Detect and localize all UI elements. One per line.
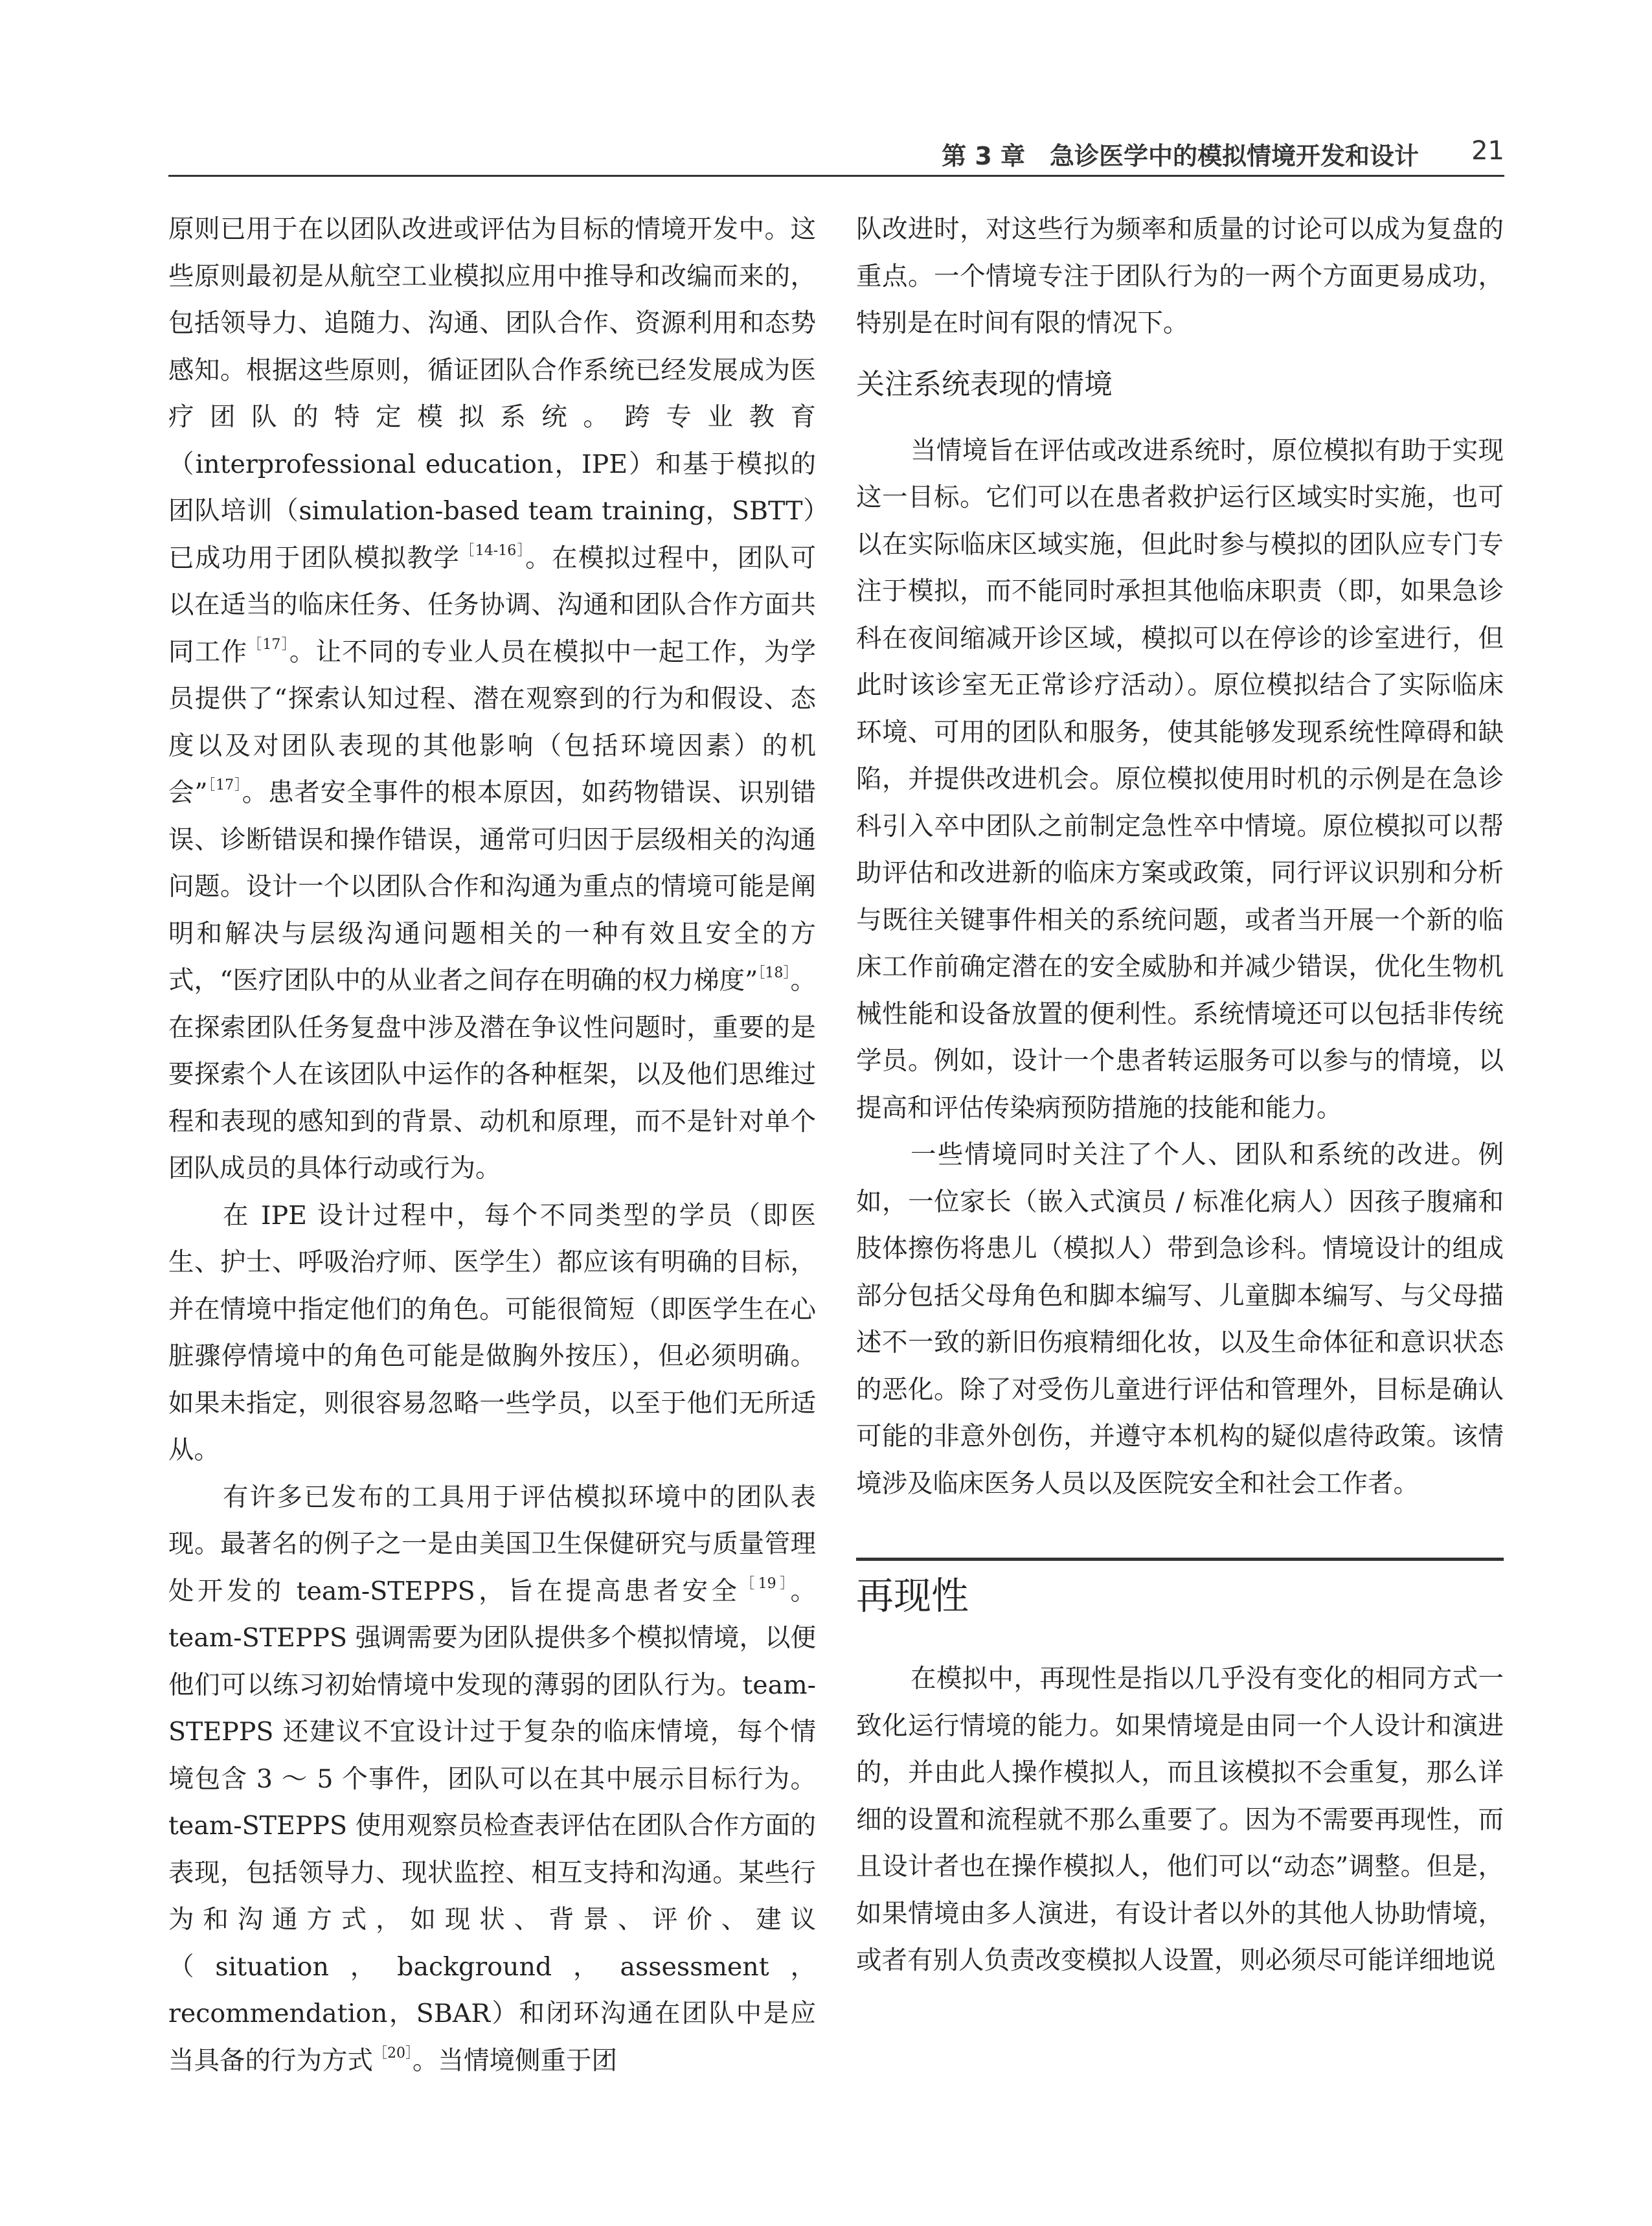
citation: ［17］	[207, 777, 242, 793]
right-column	[856, 206, 1504, 1984]
citation: ［20］	[373, 2045, 413, 2061]
text-run: 有许多已发布的工具用于评估模拟环境中的团队表现。最著名的例子之一是由美国卫生保健研究与质量管理处开发的 team-STEPPS，旨在提高患者安全	[168, 1482, 816, 1606]
text-run: 。team-STEPPS 强调需要为团队提供多个模拟情境，以便他们可以练习初始情境中发现的薄弱的团队行为。team-STEPPS 还建议不宜设计过于复杂的临床情境，每个情境包含 3 ～ 5 个事件，团队可以在其中展示目标行为。team-STEPPS 使用观察员检查表评估在团队合作方面的表现，包括领导力、现状监控、相互支持和沟通。某些行为和沟通方式，如现状、背景、评价、建议（situation，background，assessment，recommendation，SBAR）和闭环沟通在团队中是应当具备的行为方式	[168, 1576, 816, 2076]
citation: ［19］	[740, 1575, 791, 1592]
paragraph	[168, 206, 816, 1192]
text-run: 。患者安全事件的根本原因，如药物错误、识别错误、诊断错误和操作错误，通常可归因于层级相关的沟通问题。设计一个以团队合作和沟通为重点的情境可能是阐明和解决与层级沟通问题相关的一种有效且安全的方式，“医疗团队中的从业者之间存在明确的权力梯度”	[168, 778, 816, 995]
section-divider	[856, 1558, 1504, 1561]
citation: ［14-16］	[460, 542, 526, 559]
paragraph: 一些情境同时关注了个人、团队和系统的改进。例如，一位家长（嵌入式演员 / 标准化病人）因孩子腹痛和肢体擦伤将患儿（模拟人）带到急诊科。情境设计的组成部分包括父母角色和脚本编写、儿童脚本编写、与父母描述不一致的新旧伤痕精细化妆，以及生命体征和意识状态的恶化。除了对受伤儿童进行评估和管理外，目标是确认可能的非意外创伤，并遵守本机构的疑似虐待政策。该情境涉及临床医务人员以及医院安全和社会工作者。	[856, 1140, 1504, 1499]
left-column	[168, 206, 816, 2084]
section-heading: 再现性	[856, 1574, 969, 1618]
paragraph: 在模拟中，再现性是指以几乎没有变化的相同方式一致化运行情境的能力。如果情境是由同一个人设计和演进的，并由此人操作模拟人，而且该模拟不会重复，那么详细的设置和流程就不那么重要了。因为不需要再现性，而且设计者也在操作模拟人，他们可以“动态”调整。但是，如果情境由多人演进，有设计者以外的其他人协助情境，或者有别人负责改变模拟人设置，则必须尽可能详细地说	[856, 1664, 1504, 1975]
paragraph: 当情境旨在评估或改进系统时，原位模拟有助于实现这一目标。它们可以在患者救护运行区域实时实施，也可以在实际临床区域实施，但此时参与模拟的团队应专门专注于模拟，而不能同时承担其他临床职责（即，如果急诊科在夜间缩减开诊区域，模拟可以在停诊的诊室进行，但此时该诊室无正常诊疗活动）。原位模拟结合了实际临床环境、可用的团队和服务，使其能够发现系统性障碍和缺陷，并提供改进机会。原位模拟使用时机的示例是在急诊科引入卒中团队之前制定急性卒中情境。原位模拟可以帮助评估和改进新的临床方案或政策，同行评议识别和分析与既往关键事件相关的系统问题，或者当开展一个新的临床工作前确定潜在的安全威胁和并减少错误，优化生物机械性能和设备放置的便利性。系统情境还可以包括非传统学员。例如，设计一个患者转运服务可以参与的情境，以提高和评估传染病预防措施的技能和能力。	[856, 435, 1504, 1123]
page-header	[168, 130, 1504, 177]
chapter-title: 第 3 章 急诊医学中的模拟情境开发和设计	[942, 142, 1419, 170]
text-run: 。在模拟过程中，团队可以在适当的临床任务、任务协调、沟通和团队合作方面共同工作	[168, 543, 816, 667]
subsection-heading: 关注系统表现的情境	[856, 367, 1113, 401]
text-run: 原则已用于在以团队改进或评估为目标的情境开发中。这些原则最初是从航空工业模拟应用中推导和改编而来的，包括领导力、追随力、沟通、团队合作、资源利用和态势感知。根据这些原则，循证团队合作系统已经发展成为医疗团队的特定模拟系统。跨专业教育（interprofessional education，IPE）和基于模拟的团队培训（simulation-based team training，SBTT）已成功用于团队模拟教学	[168, 214, 816, 573]
paragraph	[168, 1474, 816, 2085]
text-run: 。当情境侧重于团	[413, 2045, 617, 2076]
page-number: 21	[1471, 136, 1504, 166]
paragraph: 队改进时，对这些行为频率和质量的讨论可以成为复盘的重点。一个情境专注于团队行为的一两个方面更易成功，特别是在时间有限的情况下。	[856, 214, 1504, 338]
text-run: 。让不同的专业人员在模拟中一起工作，为学员提供了“探索认知过程、潜在观察到的行为和假设、态度以及对团队表现的其他影响（包括环境因素）的机会”	[168, 637, 817, 808]
citation: ［18］	[758, 965, 791, 981]
text-run: 。在探索团队任务复盘中涉及潜在争议性问题时，重要的是要探索个人在该团队中运作的各种框架，以及他们思维过程和表现的感知到的背景、动机和原理，而不是针对单个团队成员的具体行动或行为。	[168, 966, 817, 1183]
citation: ［17］	[247, 636, 289, 653]
paragraph: 在 IPE 设计过程中，每个不同类型的学员（即医生、护士、呼吸治疗师、医学生）都应该有明确的目标，并在情境中指定他们的角色。可能很简短（即医学生在心脏骤停情境中的角色可能是做胸外按压），但必须明确。如果未指定，则很容易忽略一些学员，以至于他们无所适从。	[168, 1200, 816, 1465]
